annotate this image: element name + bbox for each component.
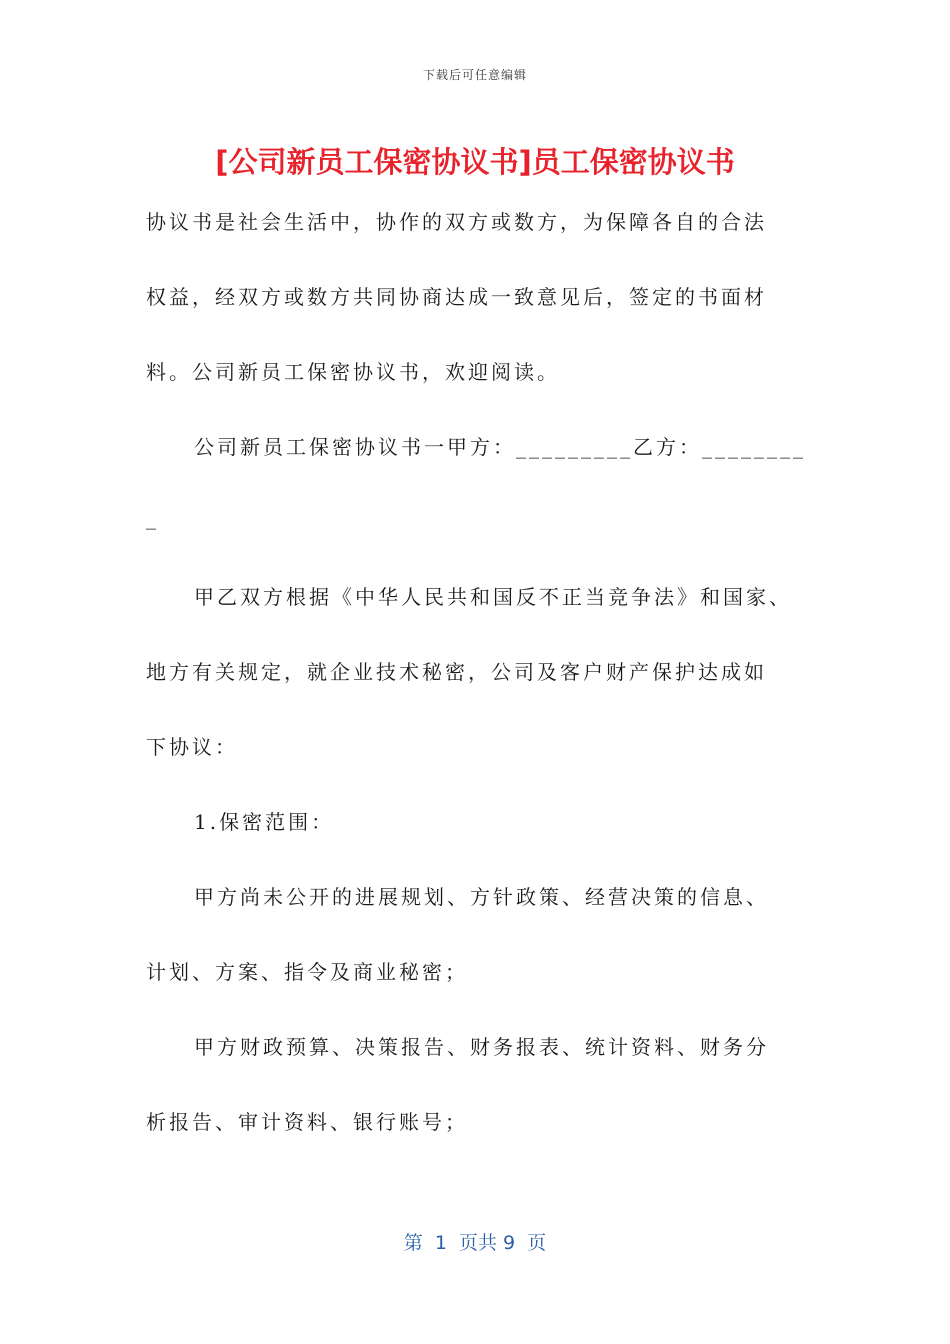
paragraph-line: 公司新员工保密协议书一甲方：_________乙方：________: [194, 435, 806, 459]
document-title: [公司新员工保密协议书]员工保密协议书: [215, 145, 735, 179]
paragraph-line: 甲方尚未公开的进展规划、方针政策、经营决策的信息、: [194, 885, 769, 909]
paragraph-line: 料。公司新员工保密协议书，欢迎阅读。: [146, 360, 560, 384]
paragraph-line: _: [146, 506, 159, 530]
paragraph-line: 甲乙双方根据《中华人民共和国反不正当竞争法》和国家、: [194, 585, 792, 609]
paragraph-line: 计划、方案、指令及商业秘密；: [146, 960, 468, 984]
paragraph-line: 权益，经双方或数方共同协商达成一致意见后，签定的书面材: [146, 285, 767, 309]
page-footer: 第 1 页共 9 页: [403, 1232, 547, 1254]
paragraph-line: 下协议：: [146, 735, 238, 759]
paragraph-line: 析报告、审计资料、银行账号；: [146, 1110, 468, 1134]
paragraph-line: 地方有关规定，就企业技术秘密，公司及客户财产保护达成如: [146, 660, 767, 684]
paragraph-line: 协议书是社会生活中，协作的双方或数方，为保障各自的合法: [146, 210, 767, 234]
section-heading: 1.保密范围：: [194, 810, 335, 834]
header-note: 下载后可任意编辑: [422, 68, 527, 82]
paragraph-line: 甲方财政预算、决策报告、财务报表、统计资料、财务分: [194, 1035, 769, 1059]
